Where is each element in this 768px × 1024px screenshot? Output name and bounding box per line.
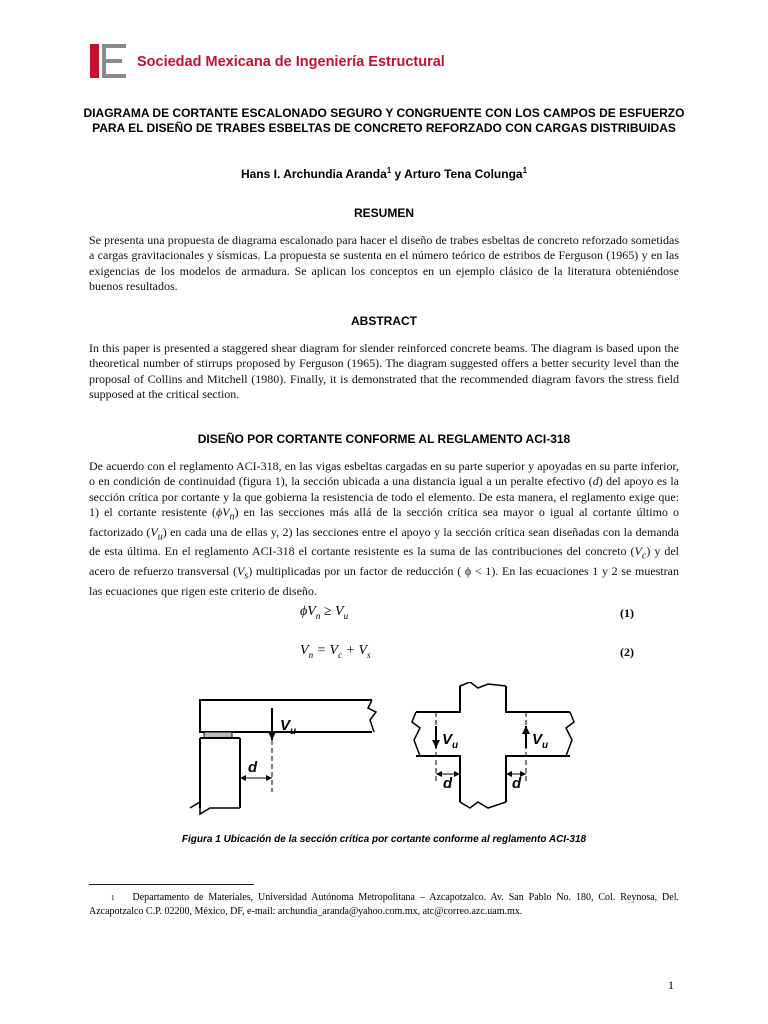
page-header: [90, 40, 690, 80]
section-1-paragraph: [89, 459, 679, 599]
resumen-text: Se presenta una propuesta de diagrama escalonado para hacer el diseño de trabes esbeltas de concreto reforzado sometidas a cargas gravitacionales y sísmicas. La propuesta se sustenta en el número teórico de estribos de Ferguson (1965) y en las exigencias de los modelos de armadura. Se aplican los conceptos en un ejemplo clásico de la literatura obteniéndose buenos resultados.: [89, 233, 679, 293]
equation-2: [300, 643, 371, 660]
symbol-vs: V: [236, 563, 245, 578]
text-run: ) en las secciones más allá de la sección crítica sea mayor o igual al cortante último o factorizado (: [89, 504, 679, 539]
eq2-plus: + V: [342, 643, 368, 658]
footnote-mark: 1: [111, 894, 115, 902]
symbol-vc: V: [634, 544, 642, 559]
figure-d-label-left: d: [248, 759, 258, 776]
text-run: ). En las ecuaciones 1 y 2 se muestran las ecuaciones que rigen este criterio de diseño.: [89, 563, 679, 598]
abstract-paragraph: [89, 341, 679, 402]
resumen-paragraph: [89, 233, 679, 294]
symbol-phi-lt-1: ϕ < 1: [461, 563, 492, 578]
symbol-vu: V: [150, 524, 158, 539]
figure-vu-label-joint-right: $V_u$: [532, 731, 549, 751]
figure-vu-label-left: $V_u$: [280, 717, 297, 737]
eq1-rhs-sub: u: [343, 610, 349, 621]
figure-1-diagram: [160, 682, 610, 830]
society-name: Sociedad Mexicana de Ingeniería Estructural: [137, 54, 445, 70]
figure-d-label-joint-left: d: [443, 775, 453, 792]
equation-2-number: (2): [620, 645, 634, 659]
resumen-heading: RESUMEN: [353, 206, 414, 220]
text-run: ) multiplicadas por un factor de reducción (: [248, 563, 462, 578]
footnote: [89, 891, 679, 919]
section-1-text: [89, 459, 679, 599]
equation-1: [300, 604, 348, 621]
author-2: Arturo Tena Colunga: [404, 167, 523, 181]
page-number: 1: [668, 978, 674, 992]
abstract-heading: ABSTRACT: [351, 314, 417, 328]
eq2-lhs-sub: n: [308, 649, 314, 660]
abstract-text: In this paper is presented a staggered shear diagram for slender reinforced concrete beams. The diagram is based upon the theoretical number of stirrups proposed by Ferguson (1965). The diagram suggested offers a better security level than the proposal of Collins and Mitchell (1980). Finally, it is demonstrated that the recommended diagram favors the stress field supposed at the critical section.: [89, 341, 679, 401]
equation-1-number: (1): [620, 606, 634, 620]
figure-1-caption: Figura 1 Ubicación de la sección crítica por cortante conforme al reglamento ACI-318: [181, 834, 587, 845]
footnote-rule: [89, 884, 254, 885]
subscript-u: u: [157, 530, 163, 542]
beam-column-joint-drawing: [412, 682, 574, 808]
subscript-n: n: [229, 511, 235, 523]
section-1-heading: DISEÑO POR CORTANTE CONFORME AL REGLAMENTO ACI-318: [197, 432, 571, 446]
eq1-op: ≥ V: [320, 604, 344, 619]
text-run: ) y del acero de refuerzo transversal (: [89, 544, 680, 578]
subscript-s: s: [244, 570, 249, 582]
symbol-d: d: [592, 474, 599, 489]
figure-vu-label-joint-left: $V_u$: [442, 731, 459, 751]
eq1-lhs: ϕV: [300, 604, 316, 619]
eq1-lhs-sub: n: [315, 610, 321, 621]
text-run: ) del apoyo es la sección crítica por cortante y la que gobierna la resistencia de todo el elemento. De esta manera, el reglamento exige que: 1) el cortante resistente (: [89, 474, 680, 519]
authors-joiner: y: [391, 167, 405, 181]
eq2-lhs: V: [300, 643, 309, 658]
footnote-text: Departamento de Materiales, Universidad Autónoma Metropolitana – Azcapotzalco. Av. San Pablo No. 180, Col. Reynosa, Del. Azcapotzalco C.P. 02200, México, DF, e-mail: archundia_aranda@yahoo.com.mx, atc@correo.azc.uam.mx.: [89, 892, 679, 917]
author-2-footnote-mark[interactable]: 1: [522, 166, 528, 175]
author-1-footnote-mark[interactable]: 1: [386, 166, 392, 175]
text-run: ) en cada una de ellas y, 2) las secciones entre el apoyo y la sección crítica sean diseñadas con la demanda de esta última. En el reglamento ACI-318 el cortante resistente es la suma de las contribuciones del concreto (: [89, 524, 679, 559]
symbol-phi-vn: ϕV: [216, 504, 230, 519]
author-1: Hans I. Archundia Aranda: [240, 167, 387, 181]
eq2-mid-sub: c: [338, 649, 343, 660]
subscript-c: c: [641, 550, 647, 562]
authors: [78, 166, 690, 181]
paper-title: DIAGRAMA DE CORTANTE ESCALONADO SEGURO Y CONGRUENTE CON LOS CAMPOS DE ESFUERZO PARA EL DISEÑO DE TRABES ESBELTAS DE CONCRETO REFORZADO CON CARGAS DISTRIBUIDAS: [83, 106, 685, 135]
society-logo-icon: [90, 40, 130, 80]
figure-d-label-joint-right: d: [512, 775, 522, 792]
eq2-mid: = V: [313, 643, 339, 658]
eq2-rhs-sub: s: [367, 649, 371, 660]
text-run: De acuerdo con el reglamento ACI-318, en las vigas esbeltas cargadas en su parte superior y apoyadas en su parte inferior, o en condición de continuidad (figura 1), la sección ubicada a una distancia igual a un peralte efectivo (: [89, 459, 679, 489]
